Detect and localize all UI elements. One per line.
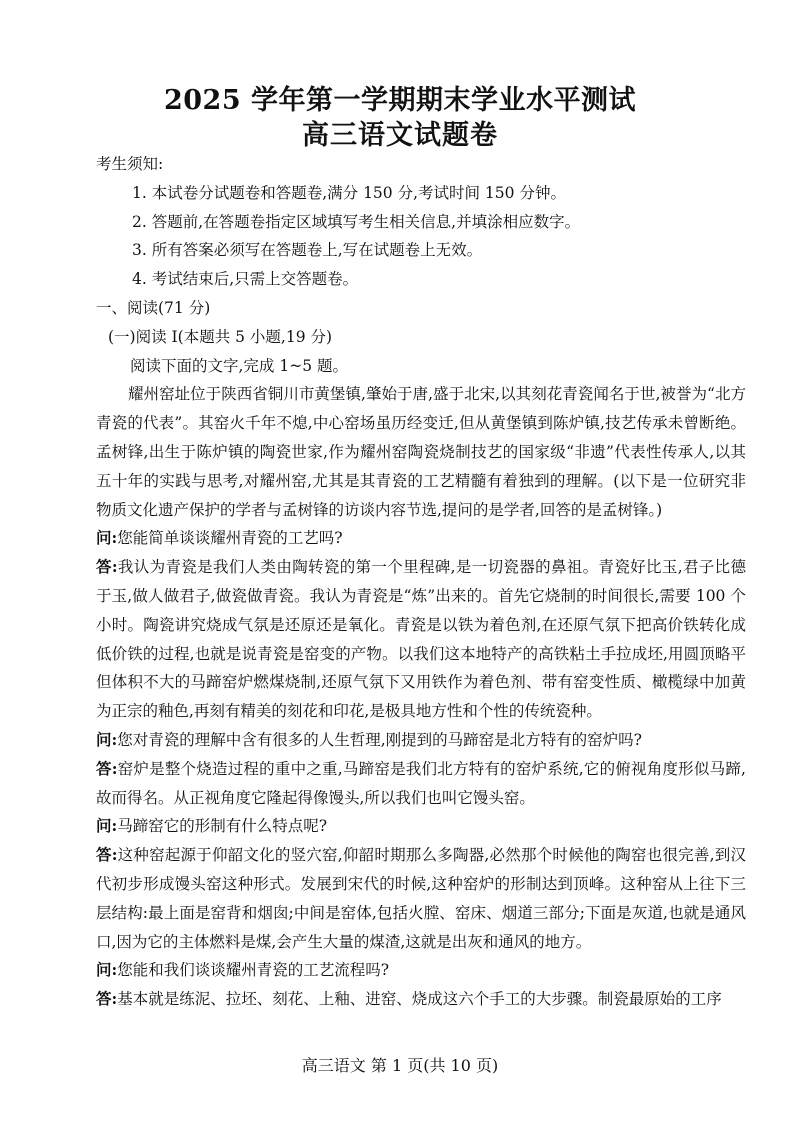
qa-item bbox=[96, 553, 746, 726]
answer-label: 答: bbox=[96, 557, 118, 577]
notice-item-3: 3. 所有答案必须写在答题卷上,写在试题卷上无效。 bbox=[132, 241, 483, 260]
question-text: 您能和我们谈谈耀州青瓷的工艺流程吗? bbox=[117, 961, 390, 980]
qa-item bbox=[96, 985, 746, 1014]
question-label: 问: bbox=[96, 960, 118, 980]
section-subheading: (一)阅读 I(本题共 5 小题,19 分) bbox=[108, 327, 333, 346]
notice-item-4: 4. 考试结束后,只需上交答题卷。 bbox=[132, 270, 359, 289]
answer-text: 我认为青瓷是我们人类由陶转瓷的第一个里程碑,是一切瓷器的鼻祖。青瓷好比玉,君子比德于玉,做人做君子,做瓷做青瓷。我认为青瓷是“炼”出来的。首先它烧制的时间很长,需要 100 个小时。陶瓷讲究烧成气氛是还原还是氧化。青瓷是以铁为着色剂,在还原气氛下把高价铁转化成低价铁的过程,也就是说青瓷是窑变的产物。以我们这本地特产的高铁粘土手拉成坯,用圆顶略平但体积不大的马蹄窑炉燃煤烧制,还原气氛下又用铁作为着色剂、带有窑变性质、橄榄绿中加黄为正宗的釉色,再刻有精美的刻花和印花,是极具地方性和个性的传统瓷种。 bbox=[96, 558, 746, 721]
notice-heading: 考生须知: bbox=[96, 155, 164, 173]
page-footer: 高三语文 第 1 页(共 10 页) bbox=[301, 1056, 499, 1075]
reading-instruction: 阅读下面的文字,完成 1~5 题。 bbox=[130, 356, 348, 375]
exam-subtitle: 高三语文试题卷 bbox=[302, 120, 498, 151]
question-text: 您对青瓷的理解中含有很多的人生哲理,刚提到的马蹄窑是北方特有的窑炉吗? bbox=[117, 730, 642, 749]
answer-label: 答: bbox=[96, 989, 118, 1009]
question-text: 您能简单谈谈耀州青瓷的工艺吗? bbox=[117, 529, 343, 548]
qa-item bbox=[96, 726, 746, 755]
question-label: 问: bbox=[96, 816, 118, 836]
question-label: 问: bbox=[96, 729, 118, 749]
section-heading: 一、阅读(71 分) bbox=[96, 298, 211, 317]
question-text: 马蹄窑它的形制有什么特点呢? bbox=[117, 817, 328, 836]
answer-label: 答: bbox=[96, 845, 118, 865]
answer-text: 窑炉是整个烧造过程的重中之重,马蹄窑是我们北方特有的窑炉系统,它的俯视角度形似马蹄,故而得名。从正视角度它隆起得像馒头,所以我们也叫它馒头窑。 bbox=[96, 759, 746, 807]
intro-paragraph: 耀州窑址位于陕西省铜川市黄堡镇,肇始于唐,盛于北宋,以其刻花青瓷闻名于世,被誉为“北方青瓷的代表”。其窑火千年不熄,中心窑场虽历经变迁,但从黄堡镇到陈炉镇,技艺传承未曾断绝。孟树锋,出生于陈炉镇的陶瓷世家,作为耀州窑陶瓷烧制技艺的国家级“非遗”代表性传承人,以其五十年的实践与思考,对耀州窑,尤其是其青瓷的工艺精髓有着独到的理解。(以下是一位研究非物质文化遗产保护的学者与孟树锋的访谈内容节选,提问的是学者,回答的是孟树锋。) bbox=[96, 385, 746, 519]
notice-item-2: 2. 答题前,在答题卷指定区域填写考生相关信息,并填涂相应数字。 bbox=[132, 212, 581, 231]
qa-item bbox=[96, 956, 746, 985]
notice-item-1: 1. 本试卷分试题卷和答题卷,满分 150 分,考试时间 150 分钟。 bbox=[132, 183, 566, 202]
answer-label: 答: bbox=[96, 758, 118, 778]
qa-item bbox=[96, 812, 746, 841]
qa-item bbox=[96, 755, 746, 813]
answer-text: 这种窑起源于仰韶文化的竖穴窑,仰韶时期那么多陶器,必然那个时候他的陶窑也很完善,到汉代初步形成馒头窑这种形式。发展到宋代的时候,这种窑炉的形制达到顶峰。这种窑从上往下三层结构:最上面是窑背和烟囱;中间是窑体,包括火膛、窑床、烟道三部分;下面是灰道,也就是通风口,因为它的主体燃料是煤,会产生大量的煤渣,这就是出灰和通风的地方。 bbox=[96, 846, 746, 951]
qa-item bbox=[96, 841, 746, 956]
question-label: 问: bbox=[96, 528, 118, 548]
answer-text: 基本就是练泥、拉坯、刻花、上釉、进窑、烧成这六个手工的大步骤。制瓷最原始的工序 bbox=[117, 990, 722, 1009]
qa-item bbox=[96, 524, 746, 553]
exam-body bbox=[96, 150, 746, 1014]
exam-title: 2025 学年第一学期期末学业水平测试 bbox=[163, 85, 637, 116]
